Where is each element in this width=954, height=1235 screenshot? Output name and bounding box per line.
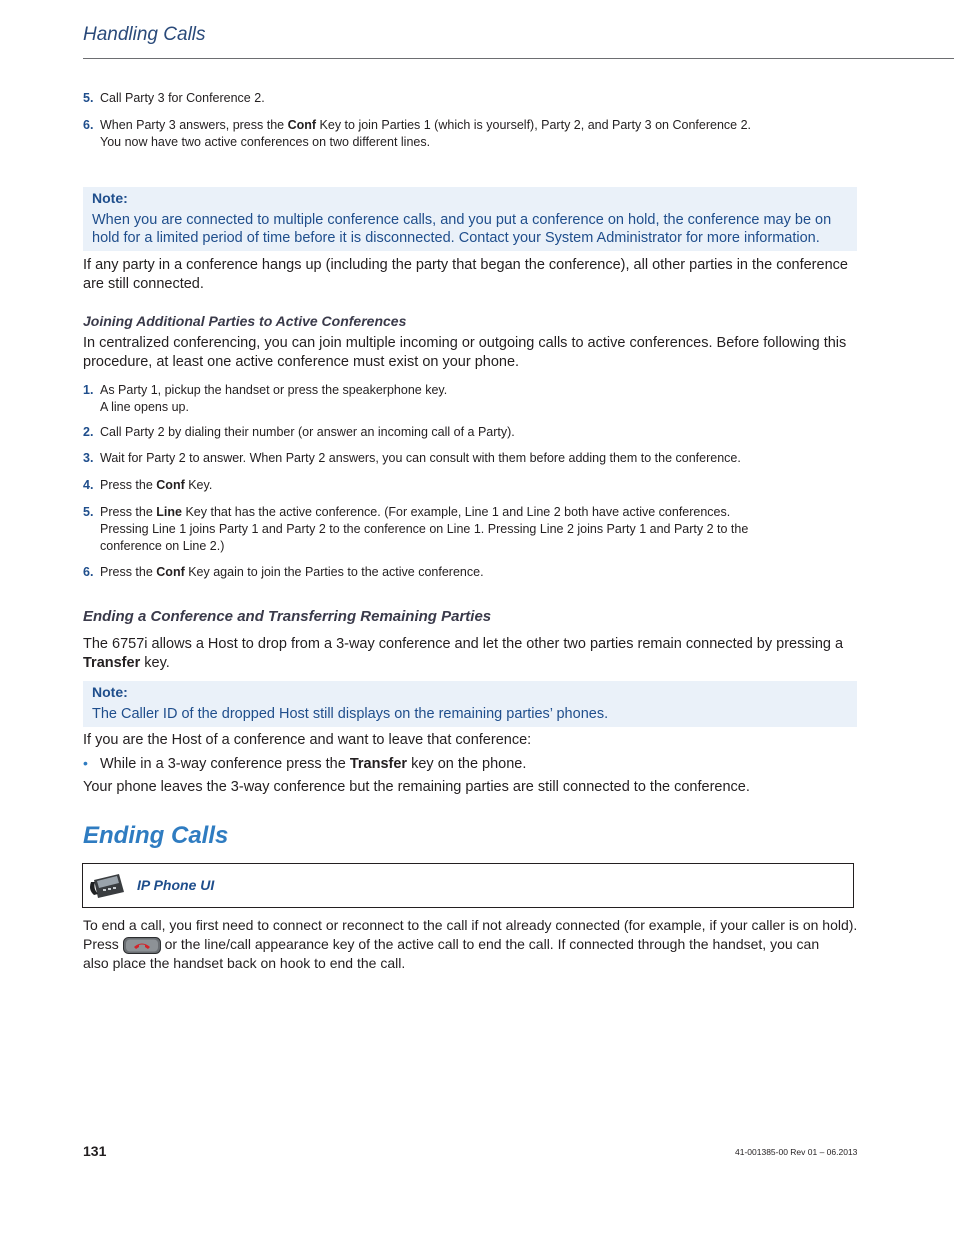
- paragraph: If you are the Host of a conference and want to leave that conference:: [83, 732, 532, 748]
- note-box: [83, 187, 857, 251]
- ip-phone-icon: [88, 870, 126, 905]
- step-number: 4.: [83, 478, 94, 492]
- step-text: Wait for Party 2 to answer. When Party 2 answers, you can consult with them before adding them to the conference.: [100, 451, 741, 465]
- header-divider: [83, 58, 954, 59]
- step-text: As Party 1, pickup the handset or press the speakerphone key. A line opens up.: [100, 383, 448, 414]
- step-text: Press the Line Key that has the active conference. (For example, Line 1 and Line 2 both have active conferences. Pressing Line 1 joins Party 1 and Party 2 to the conference on Line 1. Pressing Line 2 joins Party 1 and Party 2 to the conference on Line 2.): [100, 505, 749, 553]
- step-number: 6.: [83, 118, 94, 132]
- step-text: Press the Conf Key.: [100, 478, 213, 492]
- bullet-marker: •: [83, 755, 88, 771]
- step-number: 2.: [83, 425, 94, 439]
- note-text: When you are connected to multiple conference calls, and you put a conference on hold, the conference may be on hold for a limited period of time before it is disconnected. Contact your System Administrator for more information.: [92, 212, 832, 246]
- page-header-title: Handling Calls: [83, 24, 206, 45]
- document-id: 41-001385-00 Rev 01 – 06.2013: [735, 1147, 858, 1157]
- step-number: 3.: [83, 451, 94, 465]
- note-text: The Caller ID of the dropped Host still displays on the remaining parties’ phones.: [92, 706, 609, 722]
- section-heading: Ending Calls: [83, 822, 229, 849]
- paragraph: If any party in a conference hangs up (including the party that began the conference), all other parties in the conference are still connected.: [83, 257, 848, 292]
- subsection-heading: Ending a Conference and Transferring Remaining Parties: [83, 608, 492, 625]
- note-box: [83, 681, 857, 727]
- paragraph: To end a call, you first need to connect or reconnect to the call if not already connected (for example, if your caller is on hold). Press or the line/call appearance key of the active call to end the call. If connected through the handset, you can also place the handset back on hook to end the call.: [83, 917, 858, 971]
- paragraph: The 6757i allows a Host to drop from a 3-way conference and let the other two parties remain connected by pressing a Transfer key.: [83, 636, 844, 671]
- step-text: Call Party 3 for Conference 2.: [100, 91, 265, 105]
- step-number: 5.: [83, 505, 94, 519]
- step-text: When Party 3 answers, press the Conf Key to join Parties 1 (which is yourself), Party 2, and Party 3 on Conference 2. You now have two active conferences on two different lines.: [100, 118, 751, 149]
- step-number: 1.: [83, 383, 94, 397]
- note-title: Note:: [92, 684, 128, 700]
- note-title: Note:: [92, 190, 128, 206]
- ui-label: IP Phone UI: [137, 877, 215, 893]
- paragraph: Your phone leaves the 3-way conference but the remaining parties are still connected to the conference.: [83, 779, 750, 795]
- subsection-heading: Joining Additional Parties to Active Conferences: [83, 313, 407, 329]
- paragraph: In centralized conferencing, you can join multiple incoming or outgoing calls to active conferences. Before following this procedure, at least one active conference must exist on your phone.: [83, 335, 847, 370]
- step-number: 5.: [83, 91, 94, 105]
- ui-indicator-box: [82, 863, 854, 908]
- step-number: 6.: [83, 565, 94, 579]
- goodbye-key-icon: [123, 937, 161, 954]
- step-text: Press the Conf Key again to join the Parties to the active conference.: [100, 565, 484, 579]
- step-text: Call Party 2 by dialing their number (or answer an incoming call of a Party).: [100, 425, 515, 439]
- bullet-text: While in a 3-way conference press the Transfer key on the phone.: [100, 756, 527, 772]
- page-number: 131: [83, 1143, 107, 1159]
